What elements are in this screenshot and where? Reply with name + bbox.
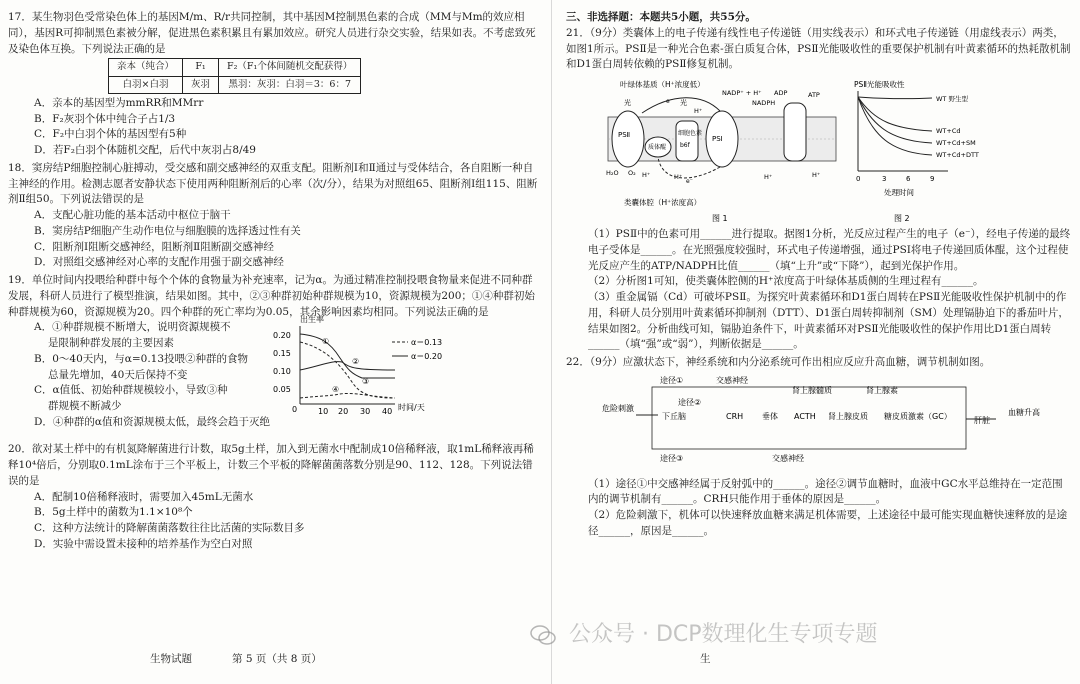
- q19-option-a: A．①种群规模不断增大，说明资源规模不: [34, 321, 231, 334]
- q19-chart-ylabel: 出生率: [300, 315, 324, 325]
- fig2-legend-cd-dtt: WT+Cd+DTT: [936, 151, 979, 159]
- fig2-legend-cd: WT+Cd: [936, 127, 961, 135]
- q18-option-b: B．窦房结P细胞产生动作电位与细胞膜的选择透过性有关: [34, 224, 301, 237]
- q19-option-a-cont: 是限制种群发展的主要因素: [48, 337, 174, 349]
- fig1-atp-synthase: [784, 103, 806, 161]
- wechat-icon: [530, 624, 556, 646]
- q22-sub-2: （2）危险刺激下，机体可以快速释放血糖来满足机体需要，上述途径中最可能实现血糖快速释放的是途径______，原因是______。: [588, 509, 1068, 537]
- q17-option-a: A．亲本的基因型为mmRR和MMrr: [34, 96, 204, 109]
- q19-label-2: ②: [352, 357, 360, 367]
- q19-legend-0: α＝0.13: [411, 338, 443, 348]
- q19-legend-1: α＝0.20: [411, 352, 443, 362]
- q22-result: 血糖升高: [1008, 407, 1040, 417]
- fig2-series-cd: [858, 97, 932, 131]
- q22-gc: 糖皮质激素（GC）: [884, 411, 952, 421]
- q22-hypothalamus: 下丘脑: [662, 411, 686, 421]
- right-footer: 生: [700, 653, 711, 665]
- q22-crh: CRH: [726, 411, 744, 421]
- fig1-light-2: 光: [680, 99, 687, 107]
- question-18: [8, 161, 538, 271]
- fig1-b6f-label: b6f: [680, 142, 690, 149]
- q19-xtick-4: 40: [382, 407, 393, 417]
- fig2-xtick-3: 9: [930, 175, 935, 183]
- fig2-series-cd-sm: [858, 97, 932, 143]
- q17-table: [108, 58, 361, 94]
- fig1-nadp: NADP⁺ + H⁺: [722, 89, 762, 97]
- q21-stem: 21．（9分）类囊体上的电子传递有线性电子传递链（用实线表示）和环式电子传递链（用虚线表示）两类，如图1所示。PSⅡ是一种光合色素-蛋白质复合体，PSⅡ光能吸收性的重要保护机制有叶黄素循环的热耗散机制和D1蛋白周转依赖的PSⅡ修复机制。: [566, 26, 1071, 71]
- column-divider: [551, 0, 552, 684]
- fig1-h-4: H⁺: [764, 173, 773, 181]
- q20-option-a: A．配制10倍稀释液时，需要加入45mL无菌水: [34, 490, 254, 503]
- fig2-series-cd-dtt: [858, 97, 932, 155]
- q20-option-b: B．5g土样中的菌数为1.1×10⁸个: [34, 506, 193, 519]
- q19-option-c: C．α值低、初始种群规模较小，导致③种: [34, 384, 228, 397]
- q20-option-d: D．实验中需设置未接种的培养基作为空白对照: [34, 537, 253, 550]
- q19-label-1: ①: [322, 337, 330, 347]
- q19-xtick-1: 10: [318, 407, 329, 417]
- q22-adrenal-medulla: 肾上腺髓质: [792, 385, 832, 395]
- fig2-series-wt: [858, 97, 932, 99]
- q19-ytick-2: 0.10: [273, 367, 291, 377]
- q22-path3: 途径③: [660, 453, 684, 463]
- fig2-ylabel: PSⅡ光能吸收性: [854, 80, 905, 89]
- q19-xtick-3: 30: [360, 407, 371, 417]
- fig2-caption: 图 2: [894, 214, 910, 223]
- fig1-cytochrome: [676, 121, 698, 161]
- fig2-legend-wt: WT 野生型: [936, 95, 968, 103]
- q19-option-c-cont: 群规模不断减少: [48, 400, 122, 412]
- q22-regulation-diagram: [566, 371, 1066, 471]
- q20-option-c: C．这种方法统计的降解菌菌落数往往比活菌的实际数目多: [34, 522, 305, 534]
- fig1-e-2: e⁻: [686, 178, 693, 185]
- question-21: [566, 26, 1072, 353]
- fig1-h-1: H⁺: [642, 171, 651, 179]
- q19-ytick-4: 0: [292, 405, 298, 415]
- question-17: [8, 10, 538, 159]
- fig1-ps2: [612, 111, 644, 167]
- q21-fig2-chart: [844, 73, 994, 225]
- left-footer-title: 生物试题: [150, 653, 192, 665]
- q21-fig1-thylakoid: [602, 73, 842, 225]
- q19-options-and-chart: [8, 315, 538, 440]
- q19-option-d: D．④种群的α值和资源规模太低，最终会趋于灭绝: [34, 415, 271, 428]
- watermark: [530, 618, 878, 651]
- q22-path1: 途径①: [660, 375, 684, 385]
- q22-stimulus: 危险刺激: [602, 403, 634, 413]
- q21-figures: [566, 73, 1072, 227]
- q19-ytick-0: 0.20: [273, 331, 291, 341]
- q17-option-b: B．F₂灰羽个体中纯合子占1/3: [34, 112, 176, 125]
- q22-nerve-bottom: 交感神经: [772, 453, 804, 463]
- q19-stem: 19．单位时间内投喂给种群中每个个体的食物量为补充速率，记为α。为通过精准控制投喂食物量来促进不同种群发展，科研人员进行了模型推演，结果如图。其中，②③种群初始种群规模为10，资源规模为200；①④种群初始种群规模为60，资源规模为20。四个种群的死亡率均为0.05，其余影响因素均相同。下列说法正确的是: [8, 274, 535, 318]
- fig1-h-3: H⁺: [694, 107, 703, 115]
- q22-nerve-top: 交感神经: [716, 375, 748, 385]
- left-footer-page: 第 5 页（共 8 页）: [232, 653, 322, 665]
- fig2-xtick-2: 6: [906, 175, 911, 183]
- question-22: [566, 355, 1072, 540]
- q19-chart-xlabel: 时间/天: [398, 403, 425, 413]
- q19-option-b: B．0～40天内，与α=0.13投喂②种群的食物: [34, 352, 249, 365]
- q17-option-d: D．若F₂白羽个体随机交配，后代中灰羽占8/49: [34, 144, 256, 156]
- fig1-caption: 图 1: [712, 214, 728, 223]
- q21-sub-1: （1）PSⅡ中的色素可用______进行提取。据图1分析，光反应过程产生的电子（e⁻），经电子传递的最终电子受体是______。在光照强度较强时，环式电子传递增强，通过PSⅠ将电子传递回质体醌，这个过程使光反应产生的ATP/NADPH比值______（填“上升”或“下降”），起到光保护作用。: [588, 228, 1071, 272]
- q22-pituitary: 垂体: [762, 411, 778, 421]
- q18-option-c: C．阻断剂Ⅰ阻断交感神经，阻断剂Ⅱ阻断副交感神经: [34, 240, 274, 253]
- right-column: [566, 10, 1072, 540]
- q19-birth-rate-chart: [270, 312, 470, 424]
- watermark-text: 公众号 · DCP数理化生专项专题: [569, 622, 878, 647]
- q17-th-f2: F₂（F₁个体间随机交配获得）: [219, 59, 361, 76]
- fig1-h-2: H⁺: [674, 173, 683, 181]
- fig2-xtick-1: 3: [882, 175, 887, 183]
- q19-ytick-3: 0.05: [273, 385, 291, 395]
- q22-liver: 肝脏: [974, 415, 990, 425]
- fig2-legend-cd-sm: WT+Cd+SM: [936, 139, 976, 147]
- fig2-xlabel: 处理时间: [884, 188, 914, 197]
- question-19: [8, 273, 538, 440]
- q18-option-d: D．对照组交感神经对心率的支配作用强于副交感神经: [34, 256, 284, 269]
- fig1-e-1: e⁻: [666, 98, 673, 105]
- q18-stem: 18．窦房结P细胞控制心脏搏动，受交感和副交感神经的双重支配。阻断剂Ⅰ和Ⅱ通过与受体结合，各自阻断一种自主神经的作用。检测志愿者安静状态下使用两种阻断剂后的心率（次/分），结果为对照组65、阻断剂Ⅰ组115、阻断剂Ⅱ组50。下列说法错误的是: [8, 161, 538, 206]
- q22-adrenal-cortex: 肾上腺皮质: [828, 411, 868, 421]
- fig2-xtick-0: 0: [856, 175, 861, 183]
- q22-stem: 22．（9分）应激状态下，神经系统和内分泌系统可作出相应反应升高血糖，调节机制如图。: [566, 356, 991, 368]
- fig1-bottom-label: 类囊体腔（H⁺浓度高）: [624, 198, 702, 207]
- fig1-ps2-label: PSⅡ: [618, 131, 631, 139]
- q17-option-c: C．F₂中白羽个体的基因型有5种: [34, 128, 187, 141]
- q19-option-b-cont: 总量先增加，40天后保持不变: [48, 368, 188, 381]
- q21-sub-3: （3）重金属镉（Cd）可破坏PSⅡ。为探究叶黄素循环和D1蛋白周转在PSⅡ光能吸收性保护机制中的作用，科研人员分别用叶黄素循环抑制剂（DTT）、D1蛋白周转抑制剂（SM）处理镉胁迫下的番茄叶片，结果如图2。分析曲线可知，镉胁迫条件下，叶黄素循环对PSⅡ光能吸收性的保护作用比D1蛋白周转______（填“强”或“弱”），判断依据是______。: [588, 291, 1069, 351]
- q17-td-parent: 白羽×白羽: [109, 76, 183, 93]
- fig1-atp: ATP: [808, 91, 820, 99]
- fig1-nadph: NADPH: [752, 99, 776, 107]
- q22-path2: 途径②: [678, 397, 702, 407]
- q22-acth: ACTH: [794, 411, 816, 421]
- fig1-adp: ADP: [774, 89, 788, 97]
- q22-sub-1: （1）途径①中交感神经属于反射弧中的______。途径②调节血糖时，血液中GC水平总维持在一定范围内的调节机制有______。CRH只能作用于垂体的原因是______。: [588, 477, 1063, 506]
- q17-td-f1: 灰羽: [183, 76, 219, 93]
- fig1-light-1: 光: [624, 99, 631, 107]
- q17-th-f1: F₁: [183, 59, 219, 76]
- q19-options: [8, 320, 271, 430]
- left-column: [8, 10, 538, 553]
- fig1-ps1-label: PSⅠ: [712, 135, 723, 143]
- q19-label-3: ③: [362, 377, 370, 387]
- fig1-h2o: H₂O: [606, 169, 619, 177]
- q18-option-a: A．支配心脏功能的基本活动中枢位于脑干: [34, 209, 231, 221]
- fig1-h-5: H⁺: [812, 171, 821, 179]
- q22-adrenaline: 肾上腺素: [866, 385, 898, 395]
- fig1-pq-label: 质体醌: [648, 144, 667, 151]
- q17-stem: 17．某生物羽色受常染色体上的基因M/m、R/r共同控制，其中基因M控制黑色素的合成（MM与Mm的效应相同），基因R可抑制黑色素被分解，促进黑色素积累且有累加效应。研究人员进行杂交实验，结果如表。不考虑致死及染色体互换。下列说法正确的是: [8, 11, 536, 55]
- q17-td-f2: 黑羽：灰羽：白羽＝3：6：7: [219, 76, 361, 93]
- fig1-o2: O₂: [628, 169, 636, 177]
- section-title: 三、非选择题：本题共5小题，共55分。: [566, 11, 756, 23]
- fig1-cyt-label: 细胞色素: [678, 130, 703, 137]
- fig1-top-label: 叶绿体基质（H⁺浓度低）: [620, 80, 705, 89]
- q19-label-4: ④: [332, 385, 340, 395]
- question-20: [8, 442, 538, 552]
- q21-sub-2: （2）分析图1可知，使类囊体腔侧的H⁺浓度高于叶绿体基质侧的生理过程有______。: [588, 275, 984, 288]
- q17-th-parent: 亲本（纯合）: [109, 59, 183, 76]
- q19-curve-1: [300, 334, 395, 378]
- q19-ytick-1: 0.15: [273, 349, 291, 359]
- q20-stem: 20．欲对某土样中的有机氮降解菌进行计数，取5g土样，加入到无菌水中配制成10倍稀释液，取1mL稀释液再稀释10⁴倍后，分别取0.1mL涂布于三个平板上，计数三个平板的降解菌菌落数分别是90、112、128。下列说法错误的是: [8, 443, 534, 487]
- q19-xtick-2: 20: [338, 407, 349, 417]
